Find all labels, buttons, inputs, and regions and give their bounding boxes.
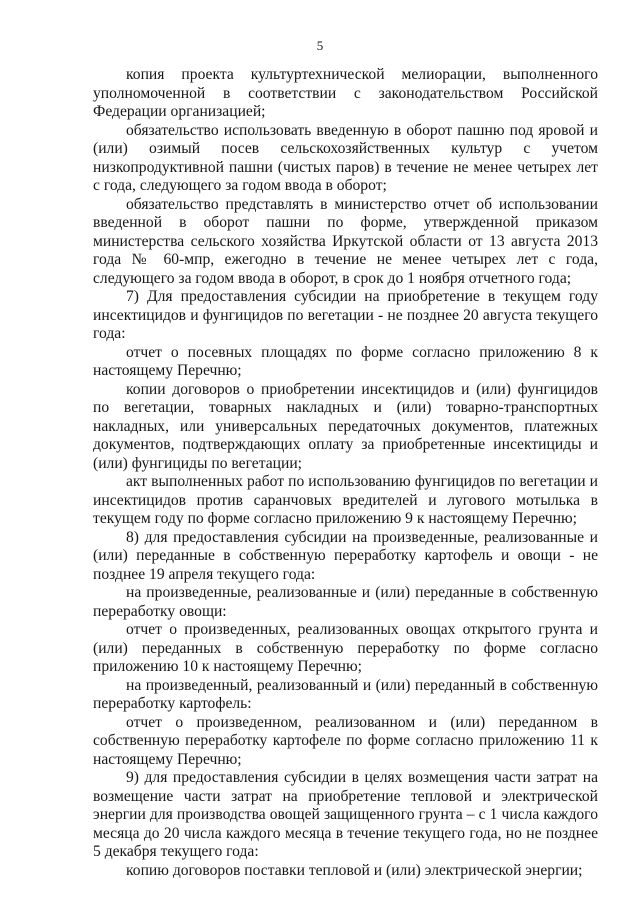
paragraph-arable-use-obligation: обязательство использовать введенную в оборот пашню под яровой и (или) озимый посев сельскохозяйственных культур с учетом низкопродуктивной пашни (чистых паров) в течение не менее четырех лет с года, следующего за годом ввода в оборот;	[93, 121, 598, 194]
paragraph-works-act: акт выполненных работ по использованию фунгицидов по вегетации и инсектицидов против саранчовых вредителей и лугового мотылька в текущем году по форме согласно приложению 9 к настоящему Перечню;	[93, 473, 598, 527]
page-number: 5	[316, 38, 324, 53]
paragraph-potatoes-report: отчет о произведенном, реализованном и (или) переданном в собственную переработку картофеле по форме согласно приложению 11 к настоящему Перечню;	[93, 713, 598, 768]
paragraph-sown-area-report: отчет о посевных площадях по форме согласно приложению 8 к настоящему Перечню;	[93, 343, 598, 379]
paragraph-item-7-heading: 7) Для предоставления субсидии на приобретение в текущем году инсектицидов и фунгицидов по вегетации - не позднее 20 августа текущего года:	[93, 288, 598, 342]
paragraph-reclamation-project-copy: копия проекта культуртехнической мелиорации, выполненного уполномоченной в соответствии с законодательством Российской Федерации организацией;	[93, 66, 598, 120]
paragraph-energy-contracts: копию договоров поставки тепловой и (или) электрической энергии;	[126, 861, 583, 879]
paragraph-item-9-heading: 9) для предоставления субсидии в целях возмещения части затрат на возмещение части затрат на приобретение тепловой и электрической энергии для производства овощей защищенного грунта – с 1 числа каждого месяца до 20 числа каждого месяца в течение текущего года, но не позднее 5 декабря текущего года:	[93, 769, 598, 860]
paragraph-item-8-heading: 8) для предоставления субсидии на произведенные, реализованные и (или) переданные в собственную переработку картофель и овощи - не позднее 19 апреля текущего года:	[93, 528, 598, 583]
paragraph-purchase-contracts: копии договоров о приобретении инсектицидов и (или) фунгицидов по вегетации, товарных накладных и (или) товарно-транспортных накладных, или универсальных передаточных документов, платежных документов, подтверждающих оплату за приобретенные инсектициды и (или) фунгициды по вегетации;	[93, 380, 598, 472]
paragraph-vegetables-heading: на произведенные, реализованные и (или) переданные в собственную переработку овощи:	[93, 584, 598, 620]
document-body	[93, 66, 598, 880]
paragraph-vegetables-report: отчет о произведенных, реализованных овощах открытого грунта и (или) переданных в собственную переработку по форме согласно приложению 10 к настоящему Перечню;	[93, 621, 598, 675]
paragraph-report-obligation: обязательство представлять в министерство отчет об использовании введенной в оборот пашни по форме, утвержденной приказом министерства сельского хозяйства Иркутской области от 13 августа 2013 года № 60-мпр, ежегодно в течение не менее четырех лет с года, следующего за годом ввода в оборот, в срок до 1 ноября отчетного года;	[93, 195, 598, 287]
paragraph-potatoes-heading: на произведенный, реализованный и (или) переданный в собственную переработку картофель:	[93, 676, 598, 712]
